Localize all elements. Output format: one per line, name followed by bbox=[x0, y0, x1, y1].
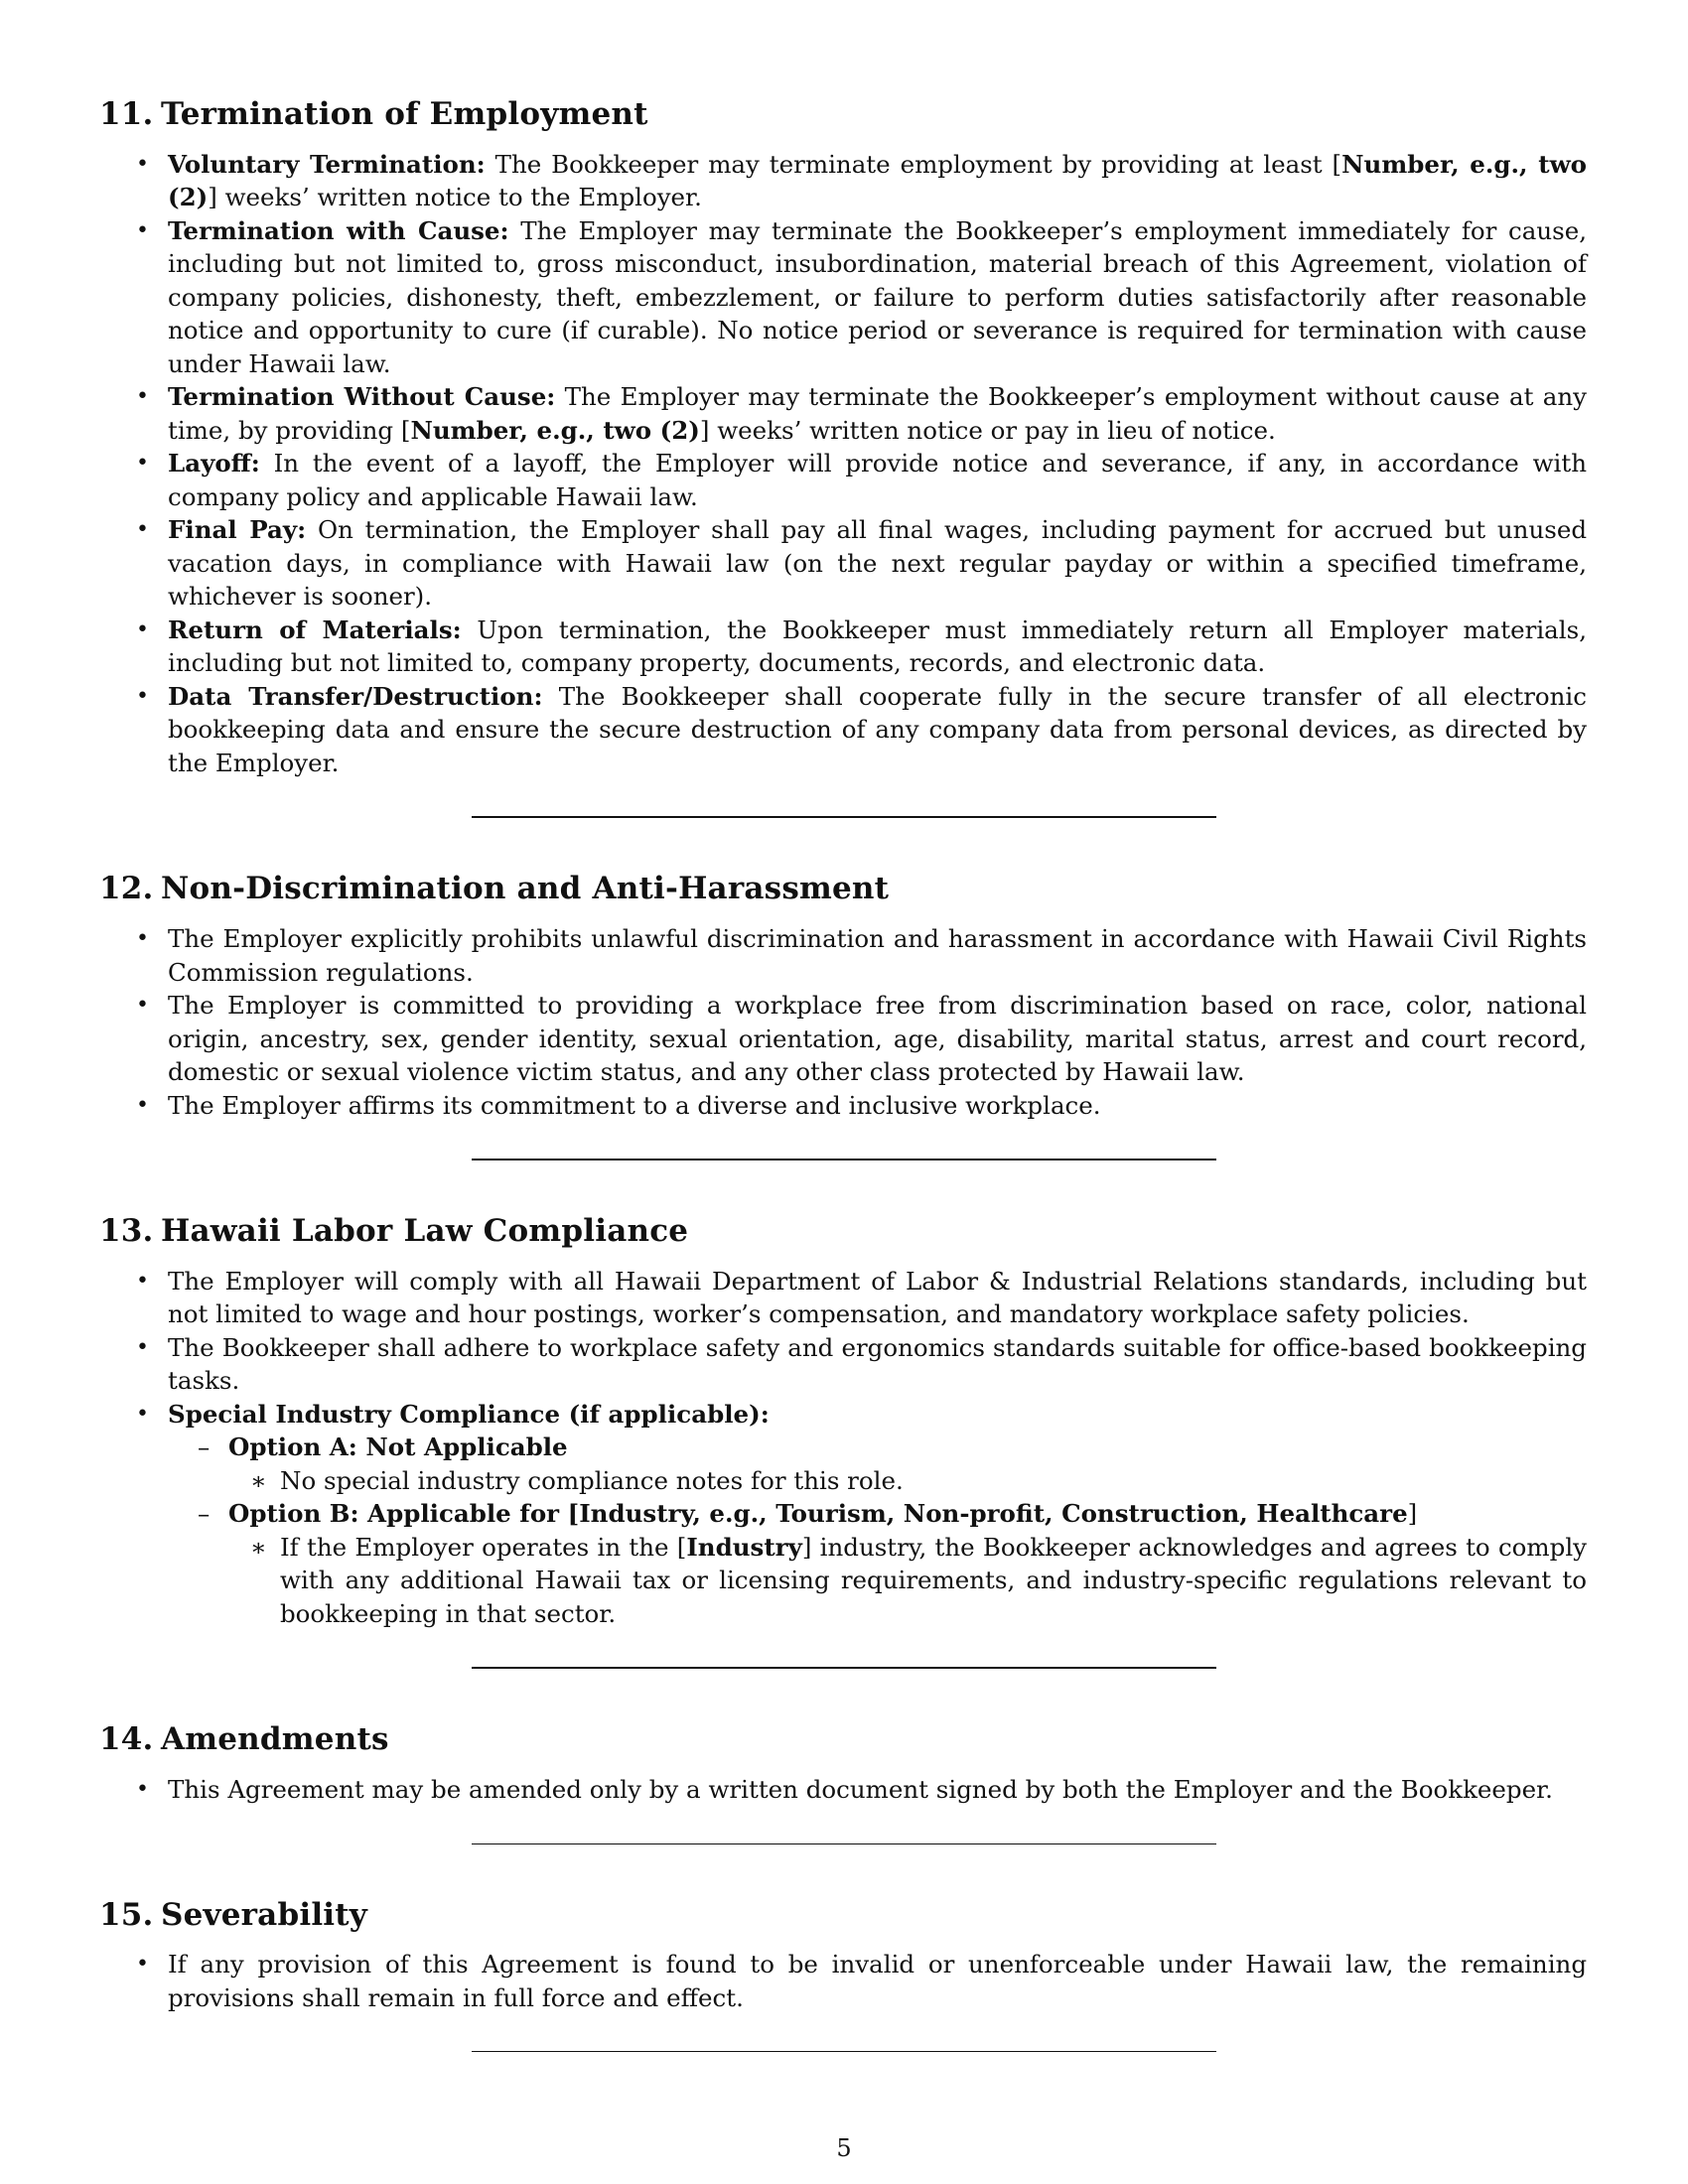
section-heading: 13. Hawaii Labor Law Compliance bbox=[99, 1213, 689, 1249]
section-divider bbox=[472, 816, 1216, 818]
section-non-discrimination bbox=[99, 870, 1587, 1160]
option-b-note: ∗ If the Employer operates in the [Industry] industry, the Bookkeeper acknowledges and agrees to comply with any additional Hawaii tax or licensing requirements, and industry-specific regulations relevant to bookkeeping in that sector. bbox=[228, 1531, 1587, 1631]
list-item: • This Agreement may be amended only by a written document signed by both the Employer and the Bookkeeper. bbox=[99, 1773, 1587, 1807]
list-item: • If any provision of this Agreement is found to be invalid or unenforceable under Hawaii law, the remaining provisions shall remain in full force and effect. bbox=[99, 1948, 1587, 2014]
section-severability bbox=[99, 1896, 1587, 2053]
section-heading: 12. Non-Discrimination and Anti-Harassment bbox=[99, 871, 890, 907]
section-heading: 14. Amendments bbox=[99, 1721, 389, 1758]
sub-sub-list bbox=[228, 1464, 1587, 1498]
section-divider bbox=[472, 1843, 1216, 1844]
list-item: • Layoff: In the event of a layoff, the Employer will provide notice and severance, if any, in accordance with company policy and applicable Hawaii law. bbox=[99, 447, 1587, 513]
list-item: • The Employer explicitly prohibits unlawful discrimination and harassment in accordance with Hawaii Civil Rights Commission regulations. bbox=[99, 922, 1587, 989]
option-a-note: ∗ No special industry compliance notes for this role. bbox=[228, 1464, 1587, 1498]
section-divider bbox=[472, 1159, 1216, 1160]
list-item: • Termination with Cause: The Employer may terminate the Bookkeeper’s employment immediately for cause, including but not limited to, gross misconduct, insubordination, material breach of this Agreement, violation of company policies, dishonesty, theft, embezzlement, or failure to perform duties satisfactorily after reasonable notice and opportunity to cure (if curable). No notice period or severance is required for termination with cause under Hawaii law. bbox=[99, 214, 1587, 381]
sub-sub-list bbox=[228, 1531, 1587, 1631]
section-divider bbox=[472, 2051, 1216, 2052]
section-divider bbox=[472, 1667, 1216, 1669]
list-item: • The Employer will comply with all Hawaii Department of Labor & Industrial Relations standards, including but not limited to wage and hour postings, worker’s compensation, and mandatory workplace safety policies. bbox=[99, 1265, 1587, 1331]
bullet-list bbox=[99, 148, 1587, 780]
page-number: 5 bbox=[836, 2134, 852, 2162]
section-heading: 15. Severability bbox=[99, 1896, 368, 1933]
bullet-list bbox=[99, 1265, 1587, 1631]
section-heading: 11. Termination of Employment bbox=[99, 96, 648, 132]
bullet-list bbox=[99, 1773, 1587, 1807]
list-item: • Termination Without Cause: The Employer may terminate the Bookkeeper’s employment without cause at any time, by providing [Number, e.g., two (2)] weeks’ written notice or pay in lieu of notice. bbox=[99, 380, 1587, 447]
list-item: • Data Transfer/Destruction: The Bookkeeper shall cooperate fully in the secure transfer of all electronic bookkeeping data and ensure the secure destruction of any company data from personal devices, as directed by the Employer. bbox=[99, 680, 1587, 780]
sub-list bbox=[168, 1431, 1587, 1630]
list-item: • Return of Materials: Upon termination, the Bookkeeper must immediately return all Employer materials, including but not limited to, company property, documents, records, and electronic data. bbox=[99, 614, 1587, 680]
list-item: • The Bookkeeper shall adhere to workplace safety and ergonomics standards suitable for office-based bookkeeping tasks. bbox=[99, 1331, 1587, 1398]
list-item: • The Employer affirms its commitment to a diverse and inclusive workplace. bbox=[99, 1089, 1587, 1123]
section-termination bbox=[99, 95, 1587, 818]
bullet-list bbox=[99, 1948, 1587, 2014]
section-labor-law bbox=[99, 1212, 1587, 1669]
section-amendments bbox=[99, 1720, 1587, 1843]
list-item: • Special Industry Compliance (if applicable): – Option A: Not Applicable ∗ No special industry compliance notes for this role. – Option B: Applicable for [Industry, e.g., Tourism, Non-profit, Construction, Healthcare] ∗ If the Employer operates in the [Industry] industry, the Bookkeeper acknowledges and agrees to comply with any additional Hawaii tax or licensing requirements, and industry-specific regulations relevant to bookkeeping in that sector. bbox=[99, 1398, 1587, 1631]
option-b: – Option B: Applicable for [Industry, e.g., Tourism, Non-profit, Construction, Healthcare] ∗ If the Employer operates in the [Industry] industry, the Bookkeeper acknowledges and agrees to comply with any additional Hawaii tax or licensing requirements, and industry-specific regulations relevant to bookkeeping in that sector. bbox=[168, 1497, 1587, 1630]
bullet-list bbox=[99, 922, 1587, 1122]
option-a: – Option A: Not Applicable ∗ No special industry compliance notes for this role. bbox=[168, 1431, 1587, 1497]
document-page bbox=[99, 95, 1587, 2104]
list-item: • The Employer is committed to providing a workplace free from discrimination based on race, color, national origin, ancestry, sex, gender identity, sexual orientation, age, disability, marital status, arrest and court record, domestic or sexual violence victim status, and any other class protected by Hawaii law. bbox=[99, 989, 1587, 1089]
list-item: • Final Pay: On termination, the Employer shall pay all final wages, including payment for accrued but unused vacation days, in compliance with Hawaii law (on the next regular payday or within a specified timeframe, whichever is sooner). bbox=[99, 513, 1587, 614]
list-item: • Voluntary Termination: The Bookkeeper may terminate employment by providing at least [Number, e.g., two (2)] weeks’ written notice to the Employer. bbox=[99, 148, 1587, 214]
